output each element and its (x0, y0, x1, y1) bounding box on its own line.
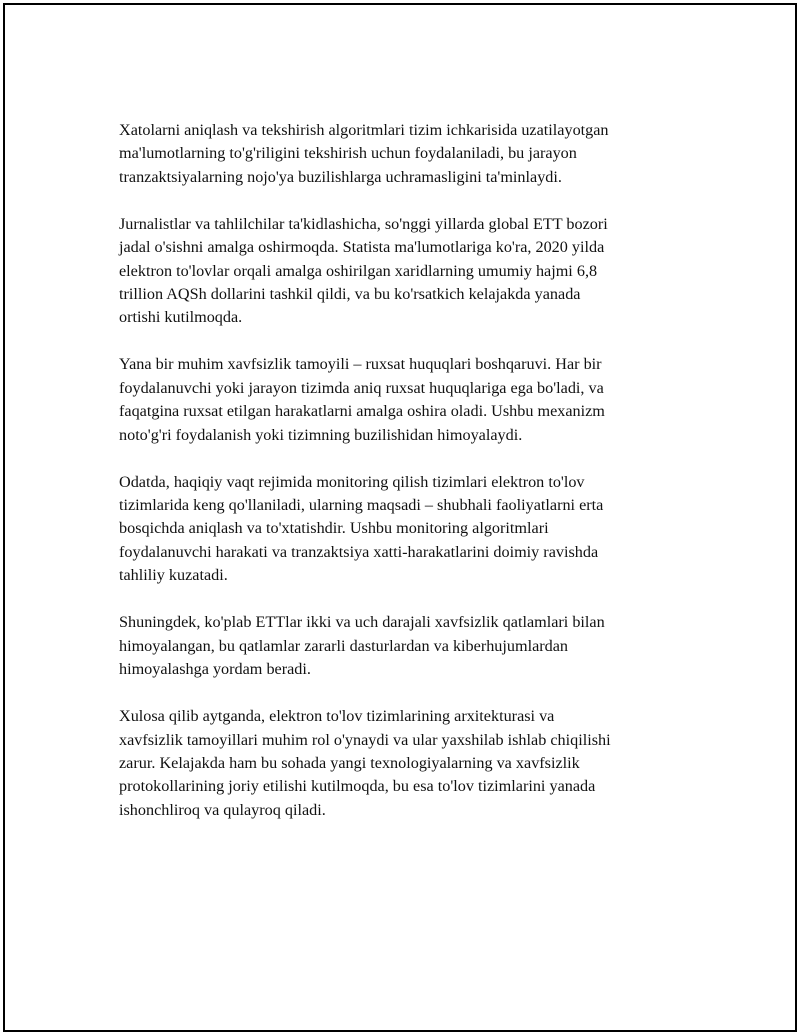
text-line: tizimlarida keng qo'llaniladi, ularning maqsadi – shubhali faoliyatlarni erta (119, 496, 604, 515)
paragraph (119, 119, 689, 189)
text-line: ortishi kutilmoqda. (119, 308, 243, 327)
text-line: Xulosa qilib aytganda, elektron to'lov tizimlarining arxitekturasi va (119, 707, 555, 726)
text-line: elektron to'lovlar orqali amalga oshirilgan xaridlarning umumiy hajmi 6,8 (119, 261, 598, 280)
text-line: zarur. Kelajakda ham bu sohada yangi texnologiyalarning va xavfsizlik (119, 753, 580, 772)
text-line: Yana bir muhim xavfsizlik tamoyili – ruxsat huquqlari boshqaruvi. Har bir (119, 355, 602, 374)
page-frame (3, 3, 797, 1032)
text-line: xavfsizlik tamoyillari muhim rol o'ynaydi va ular yaxshilab ishlab chiqilishi (119, 730, 611, 749)
text-line: foydalanuvchi yoki jarayon tizimda aniq ruxsat huquqlariga ega bo'ladi, va (119, 378, 604, 397)
text-line: foydalanuvchi harakati va tranzaktsiya xatti-harakatlarini doimiy ravishda (119, 542, 599, 561)
text-line: Shuningdek, ko'plab ETTlar ikki va uch darajali xavfsizlik qatlamlari bilan (119, 613, 605, 632)
text-line: tahliliy kuzatadi. (119, 566, 228, 585)
paragraph (119, 611, 689, 681)
text-line: noto'g'ri foydalanish yoki tizimning buzilishidan himoyalaydi. (119, 425, 523, 444)
text-line: protokollarining joriy etilishi kutilmoqda, bu esa to'lov tizimlarini yanada (119, 777, 596, 796)
text-line: faqatgina ruxsat etilgan harakatlarni amalga oshira oladi. Ushbu mexanizm (119, 402, 605, 421)
text-line: trillion AQSh dollarini tashkil qildi, va bu ko'rsatkich kelajakda yanada (119, 285, 581, 304)
document-body (119, 119, 689, 846)
paragraph (119, 353, 689, 447)
text-line: bosqichda aniqlash va to'xtatishdir. Ushbu monitoring algoritmlari (119, 519, 549, 538)
text-line: himoyalashga yordam beradi. (119, 660, 311, 679)
text-line: Xatolarni aniqlash va tekshirish algoritmlari tizim ichkarisida uzatilayotgan (119, 121, 609, 139)
text-line: Jurnalistlar va tahlilchilar ta'kidlashicha, so'nggi yillarda global ETT bozori (119, 214, 608, 233)
text-line: himoyalangan, bu qatlamlar zararli dasturlardan va kiberhujumlardan (119, 636, 569, 655)
paragraph (119, 705, 689, 822)
text-line: tranzaktsiyalarning nojo'ya buzilishlarga uchramasligini ta'minlaydi. (119, 167, 562, 186)
paragraph (119, 213, 689, 330)
text-line: ma'lumotlarning to'g'riligini tekshirish uchun foydalaniladi, bu jarayon (119, 144, 577, 163)
paragraph (119, 471, 689, 588)
text-line: jadal o'sishni amalga oshirmoqda. Statista ma'lumotlariga ko'ra, 2020 yilda (119, 238, 605, 257)
text-line: ishonchliroq va qulayroq qiladi. (119, 800, 326, 819)
text-line: Odatda, haqiqiy vaqt rejimida monitoring qilish tizimlari elektron to'lov (119, 472, 585, 491)
